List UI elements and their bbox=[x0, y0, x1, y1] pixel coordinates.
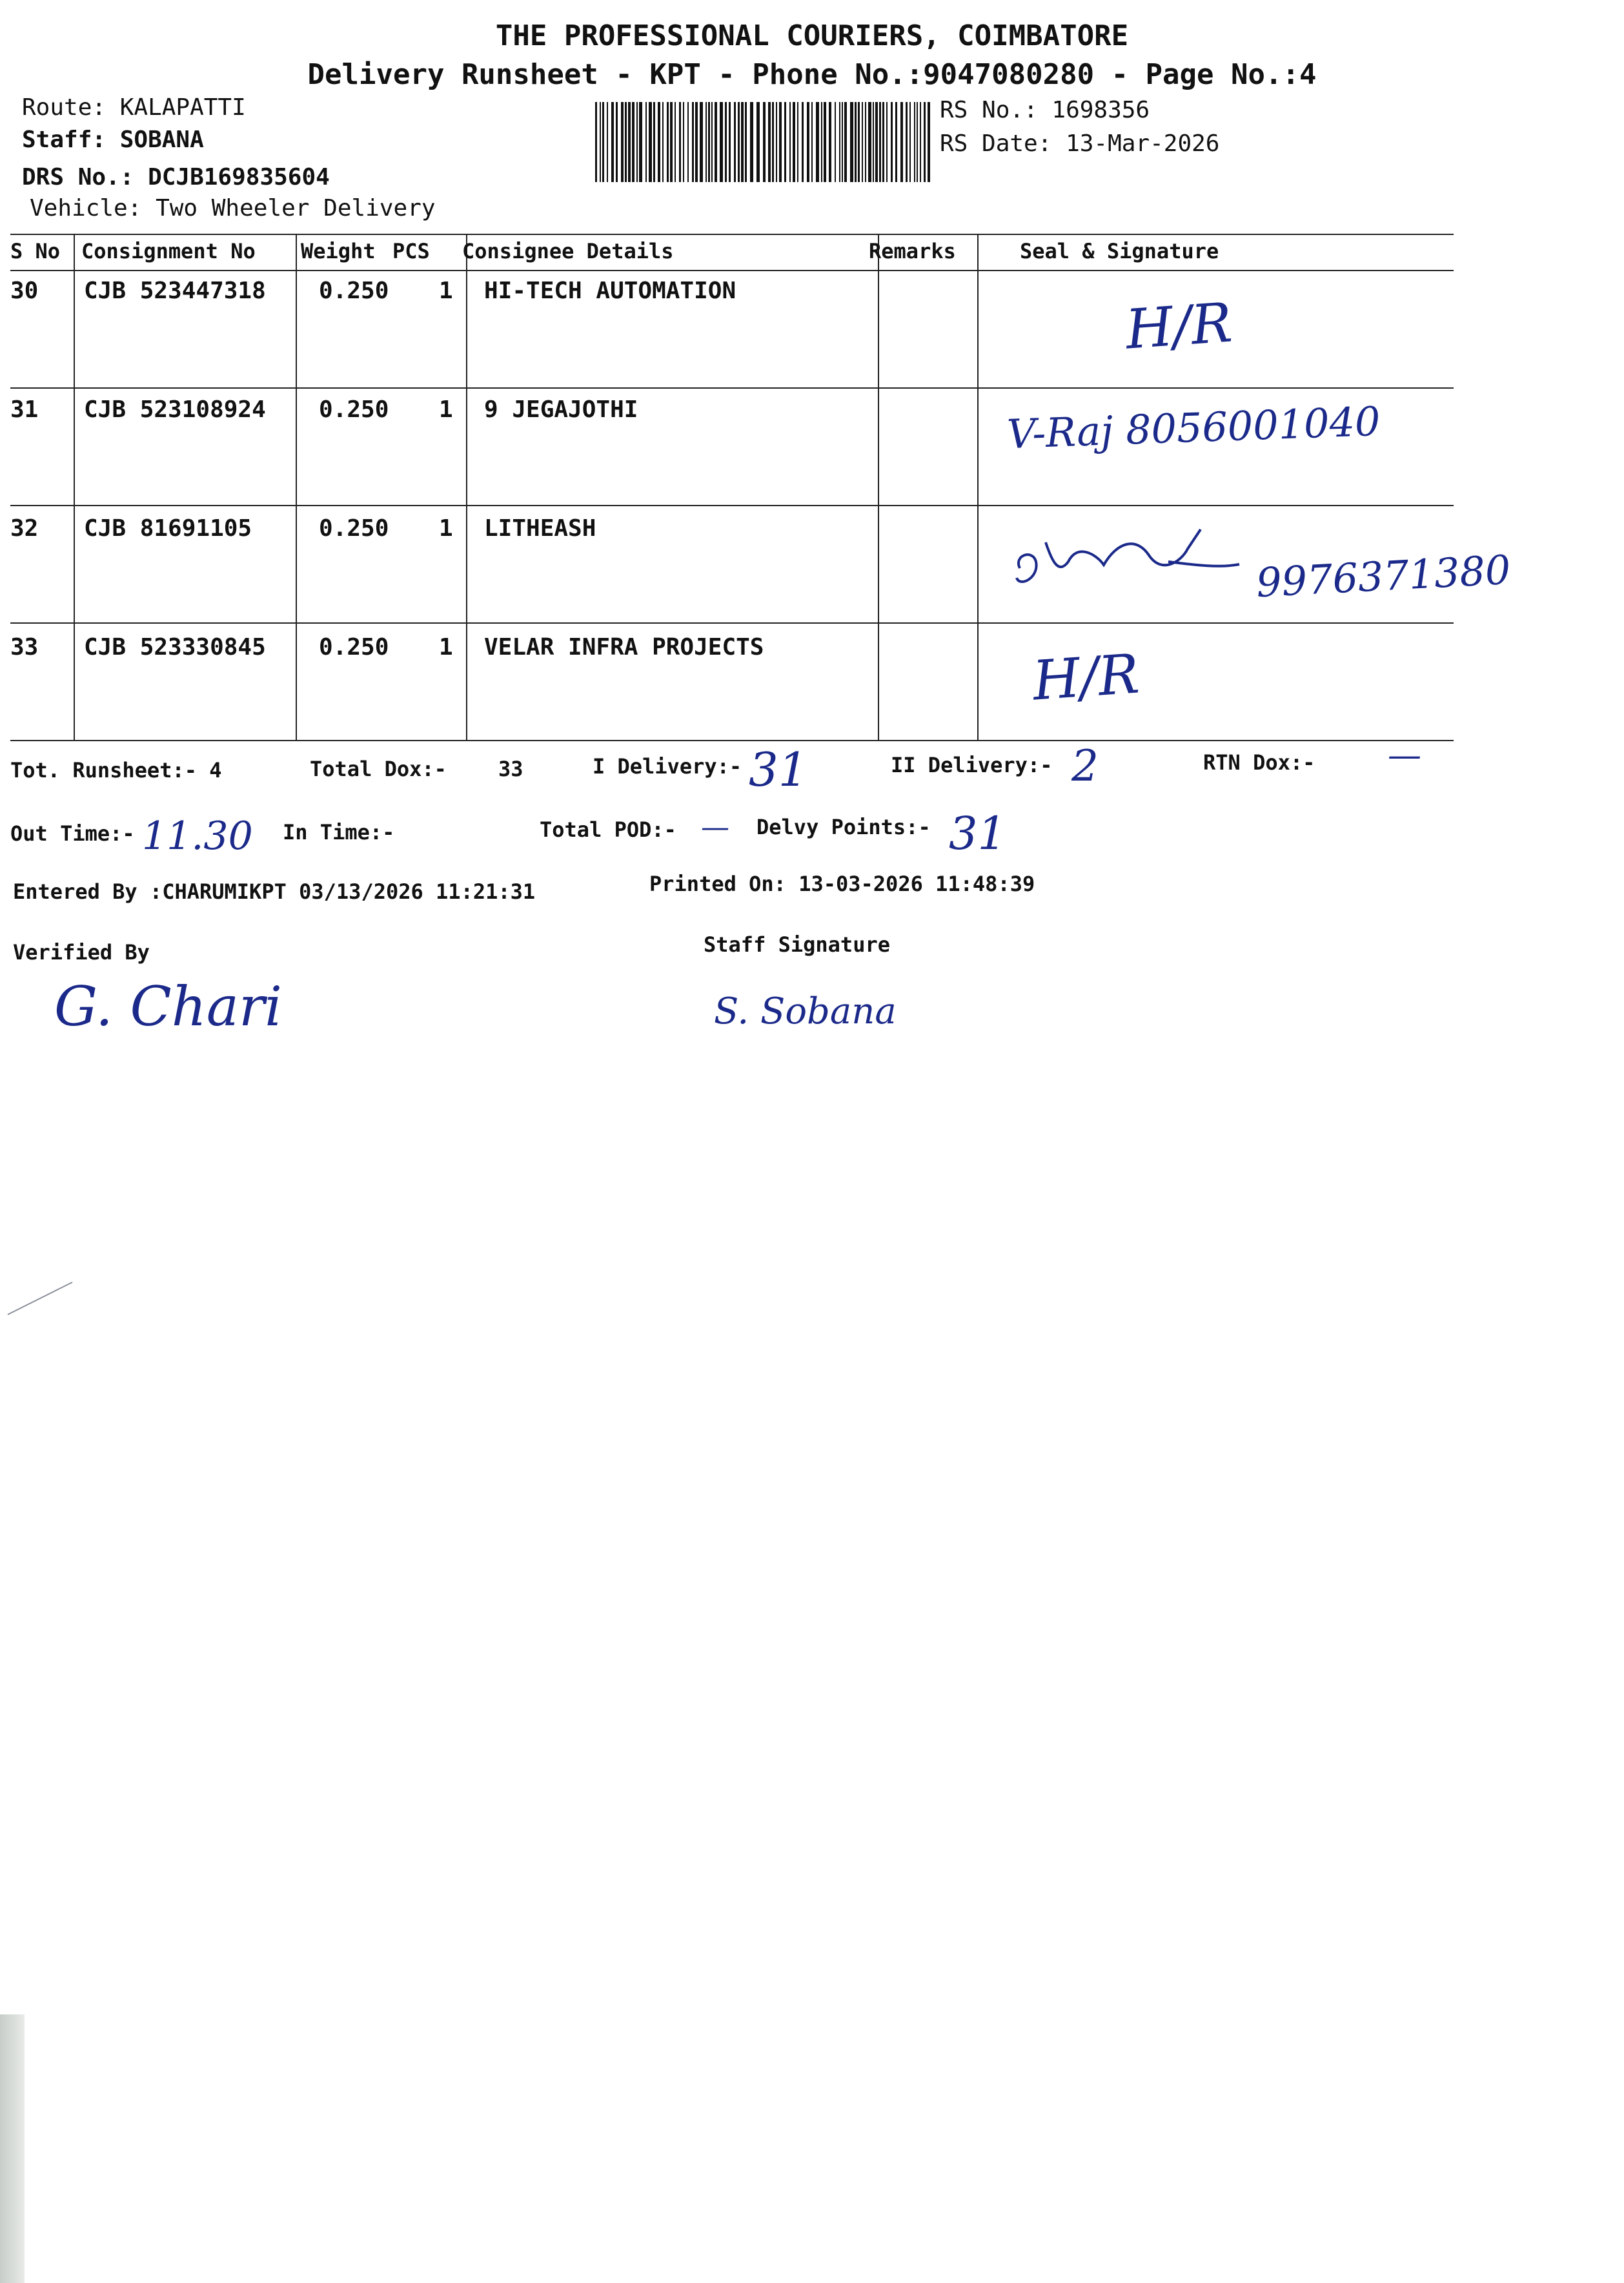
total-pod-value: — bbox=[701, 811, 729, 844]
column-header-consignment: Consignment No bbox=[81, 239, 256, 263]
row-consignment: CJB 523330845 bbox=[84, 634, 266, 660]
rs-number: RS No.: 1698356 bbox=[940, 97, 1150, 123]
staff-signature-label: Staff Signature bbox=[704, 932, 890, 957]
verified-by-label: Verified By bbox=[13, 940, 150, 965]
column-header-weight: Weight bbox=[301, 239, 376, 263]
company-title: THE PROFESSIONAL COURIERS, COIMBATORE bbox=[495, 19, 1129, 52]
row-pcs: 1 bbox=[439, 278, 453, 304]
entered-by: Entered By :CHARUMIKPT 03/13/2026 11:21:31 bbox=[13, 879, 536, 904]
tot-runsheet-label: Tot. Runsheet:- 4 bbox=[10, 758, 222, 783]
row-weight: 0.250 bbox=[319, 515, 389, 542]
column-header-signature: Seal & Signature bbox=[1020, 239, 1219, 263]
delvy-points-label: Delvy Points:- bbox=[756, 815, 931, 839]
rtn-dox-label: RTN Dox:- bbox=[1203, 750, 1315, 775]
handwritten-signature bbox=[1007, 517, 1252, 594]
stray-pen-mark bbox=[5, 1278, 76, 1317]
row-signature: H/R bbox=[1123, 291, 1235, 362]
row-weight: 0.250 bbox=[319, 396, 389, 423]
vehicle-label: Vehicle: Two Wheeler Delivery bbox=[30, 195, 436, 221]
row-sno: 31 bbox=[10, 396, 39, 423]
row-consignment: CJB 523108924 bbox=[84, 396, 266, 423]
rs-date: RS Date: 13-Mar-2026 bbox=[940, 130, 1220, 157]
rtn-dox-value: — bbox=[1388, 736, 1421, 775]
total-dox-value: 33 bbox=[498, 757, 523, 781]
row-pcs: 1 bbox=[439, 515, 453, 542]
staff-signature: S. Sobana bbox=[714, 990, 897, 1032]
i-delivery-value: 31 bbox=[749, 742, 808, 797]
verified-signature: G. Chari bbox=[54, 975, 282, 1038]
row-consignee: HI-TECH AUTOMATION bbox=[484, 278, 736, 304]
row-sno: 32 bbox=[10, 515, 39, 542]
scan-edge-shadow bbox=[0, 2014, 25, 2283]
row-signature: V-Raj 8056001040 bbox=[1006, 397, 1381, 458]
ii-delivery-value: 2 bbox=[1071, 741, 1099, 791]
total-dox-label: Total Dox:- bbox=[310, 757, 447, 781]
row-consignee: VELAR INFRA PROJECTS bbox=[484, 634, 764, 660]
in-time-label: In Time:- bbox=[283, 820, 395, 845]
column-header-consignee: Consignee Details bbox=[462, 239, 674, 263]
row-consignment: CJB 81691105 bbox=[84, 515, 252, 542]
delvy-points-value: 31 bbox=[949, 807, 1007, 860]
drs-number: DRS No.: DCJB169835604 bbox=[22, 164, 330, 190]
out-time-value: 11.30 bbox=[142, 814, 253, 859]
row-consignee: 9 JEGAJOTHI bbox=[484, 396, 638, 423]
row-pcs: 1 bbox=[439, 634, 453, 660]
column-header-remarks: Remarks bbox=[869, 239, 956, 263]
out-time-label: Out Time:- bbox=[10, 821, 135, 846]
barcode-image bbox=[595, 102, 932, 182]
row-weight: 0.250 bbox=[319, 634, 389, 660]
row-sno: 30 bbox=[10, 278, 39, 304]
row-sno: 33 bbox=[10, 634, 39, 660]
row-signature: 9976371380 bbox=[1255, 546, 1512, 607]
row-signature: H/R bbox=[1030, 642, 1142, 713]
row-weight: 0.250 bbox=[319, 278, 389, 304]
route-label: Route: KALAPATTI bbox=[22, 94, 246, 121]
column-header-pcs: PCS bbox=[392, 239, 430, 263]
row-consignee: LITHEASH bbox=[484, 515, 596, 542]
runsheet-subtitle: Delivery Runsheet - KPT - Phone No.:9047080280 - Page No.:4 bbox=[307, 58, 1317, 91]
row-pcs: 1 bbox=[439, 396, 453, 423]
ii-delivery-label: II Delivery:- bbox=[891, 753, 1053, 777]
staff-label: Staff: SOBANA bbox=[22, 127, 204, 153]
i-delivery-label: I Delivery:- bbox=[593, 754, 742, 779]
row-consignment: CJB 523447318 bbox=[84, 278, 266, 304]
column-header-sno: S No bbox=[10, 239, 61, 263]
total-pod-label: Total POD:- bbox=[540, 817, 676, 842]
printed-on: Printed On: 13-03-2026 11:48:39 bbox=[649, 872, 1035, 896]
